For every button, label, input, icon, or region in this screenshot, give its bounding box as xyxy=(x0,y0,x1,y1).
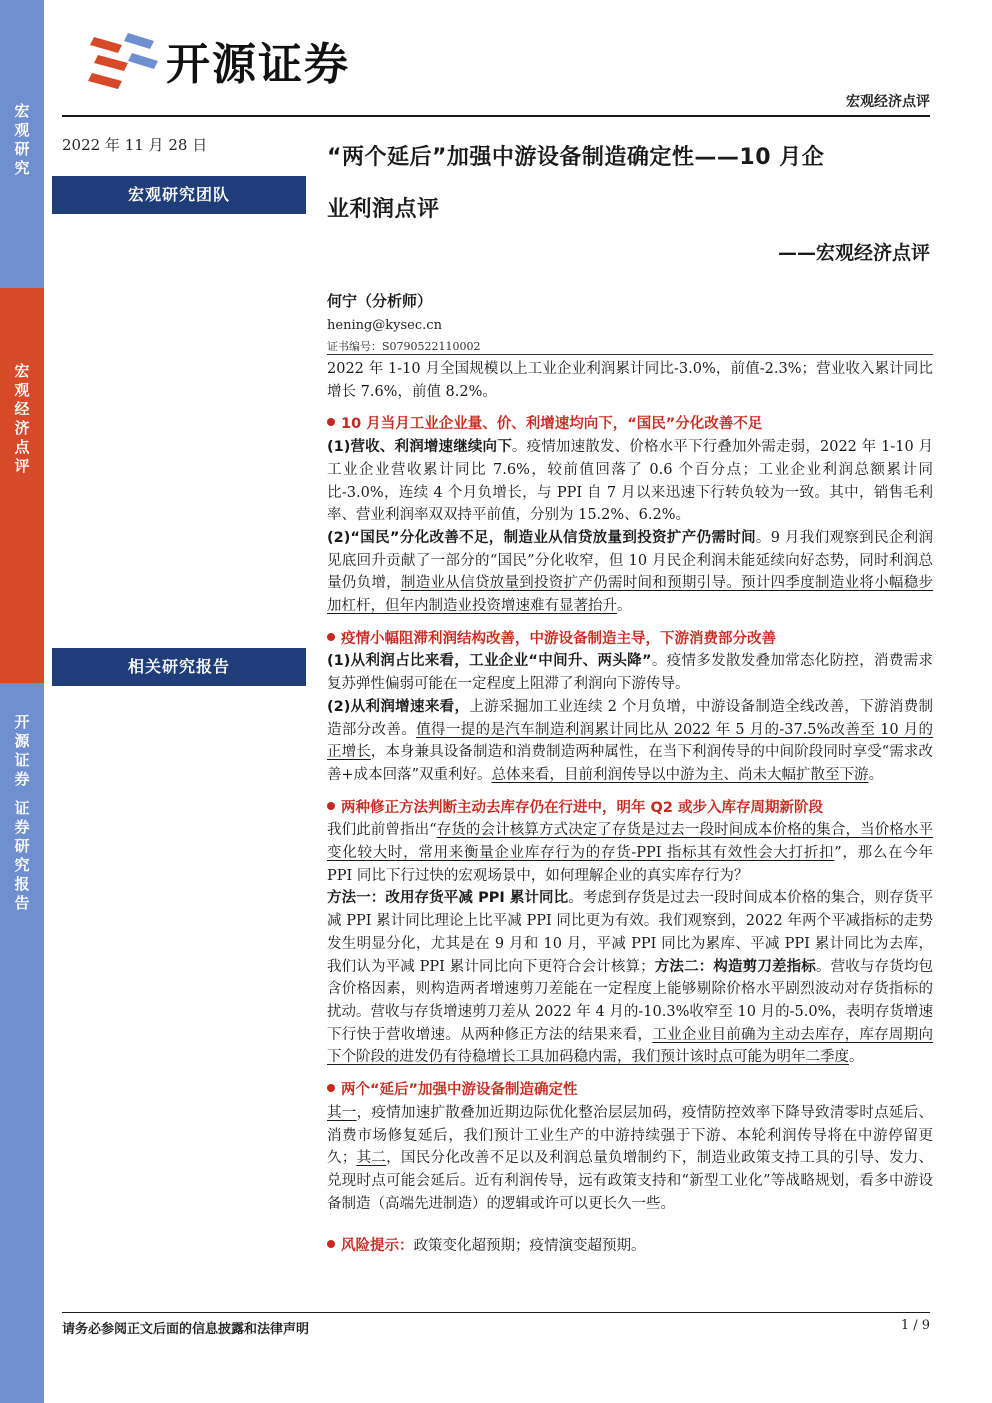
paragraph-text: 。疫情多发散发叠加常态化防控，消费需求复苏弹性偏弱可能在一定程度上阻滞了利润向下游传导。 xyxy=(327,653,933,693)
sidebar-char: 券 xyxy=(14,770,30,788)
sidebar-char: 究 xyxy=(14,856,30,874)
sidebar-char: 点 xyxy=(14,438,30,456)
underlined-text: 总体来看，目前利润传导以中游为主、尚未大幅扩散至下游 xyxy=(491,766,869,783)
section-heading-3 xyxy=(327,797,933,820)
sidebar-spacer xyxy=(0,789,44,799)
underlined-text: 其一 xyxy=(327,1104,357,1121)
intro-paragraph: 2022 年 1-10 月全国规模以上工业企业利润累计同比-3.0%，前值-2.3%；营业收入累计同比增长 7.6%，前值 8.2%。 xyxy=(327,361,933,400)
section-heading-2 xyxy=(327,628,933,651)
sidebar-char: 源 xyxy=(14,732,30,750)
spacer xyxy=(327,618,933,628)
risk-warning xyxy=(327,1235,933,1258)
section-heading-text: 两种修正方法判断主动去库存仍在行进中，明年 Q2 或步入库存周期新阶段 xyxy=(341,799,824,816)
sidebar-char: 观 xyxy=(14,381,30,399)
underlined-text: 值得一提的是汽车制造利润累计同比从 2022 年 5 月的-37.5%改善至 10 月的正增长 xyxy=(327,721,933,761)
analyst-divider xyxy=(327,354,933,355)
bullet-dot-icon xyxy=(327,418,335,426)
sidebar-char: 证 xyxy=(14,751,30,769)
report-title-line1: “两个延后”加强中游设备制造确定性——10 月企 xyxy=(327,145,825,170)
section2-paragraph2 xyxy=(327,696,933,787)
research-team-label: 宏观研究团队 xyxy=(52,176,306,214)
section-heading-text: 10 月当月工业企业量、价、利增速均向下，“国民”分化改善不足 xyxy=(341,416,763,433)
paragraph-text: ”，那么在今年 PPI 同比下行过快的宏观场景中，如何理解企业的真实库存行为？ xyxy=(327,845,933,884)
sidebar-char: 证 xyxy=(14,799,30,817)
section-heading-text: 疫情小幅阻滞利润结构改善，中游设备制造主导，下游消费部分改善 xyxy=(341,630,776,647)
bullet-dot-icon xyxy=(327,802,335,810)
company-logo xyxy=(88,30,350,90)
paragraph-text: ，国民分化改善不足以及利润总量负增制约下，制造业政策支持工具的引导、发力、兑现时点可能会延后。近有利润传导，远有政策支持和“新型工业化”等战略规划，看多中游设备制造（高端先进制造）的逻辑或许可以更长久一些。 xyxy=(327,1150,934,1212)
paragraph-text: ，本身兼具设备制造和消费制造两种属性，在当下利润传导的中间阶段同时享受“需求改善+成本回落”双重利好。 xyxy=(327,744,934,783)
report-date: 2022 年 11 月 28 日 xyxy=(62,136,208,154)
related-reports-label: 相关研究报告 xyxy=(52,648,306,686)
paragraph-text: 。疫情加速散发、价格水平下行叠加外需走弱，2022 年 1-10 月工业企业营收累计同比 7.6%，较前值回落了 0.6 个百分点；工业企业利润总额累计同比-3.0%，连续 4 个月负增长，与 PPI 自 7 月以来迅速下行转负较为一致。其中，销售毛利率、营业利润率双双持平前值，分别为 15.2%、6.2%。 xyxy=(327,439,933,524)
report-title xyxy=(327,132,933,236)
paragraph-text: 我们此前曾指出“ xyxy=(327,822,437,839)
risk-text: 政策变化超预期；疫情演变超预期。 xyxy=(413,1238,646,1255)
spacer xyxy=(327,1069,933,1079)
paragraph-text: 。 xyxy=(617,598,632,615)
underlined-text: 制造业从信贷放量到投资扩产仍需时间和预期引导。预计四季度制造业将小幅稳步加杠杆，但年内制造业投资增速难有显著抬升 xyxy=(327,575,933,615)
report-body xyxy=(327,358,933,1258)
footer-disclaimer: 请务必参阅正文后面的信息披露和法律声明 xyxy=(62,1322,310,1337)
paragraph-text: 。 xyxy=(849,1049,864,1066)
spacer xyxy=(327,403,933,413)
section-heading-text: 两个“延后”加强中游设备制造确定性 xyxy=(341,1082,578,1099)
page-number: 1 / 9 xyxy=(900,1318,930,1333)
underlined-text: 其二 xyxy=(356,1150,387,1167)
spacer xyxy=(327,1225,933,1235)
section1-paragraph1 xyxy=(327,436,933,527)
footer-divider xyxy=(62,1312,930,1313)
bullet-dot-icon xyxy=(327,633,335,641)
sidebar-section-macro-commentary xyxy=(0,288,44,683)
sidebar-char: 经 xyxy=(14,400,30,418)
analyst-cert: 证书编号：S0790522110002 xyxy=(327,340,481,353)
underlined-text: 工业企业目前确为主动去库存，库存周期向下个阶段的进发仍有待稳增长工具加码稳内需，我们预计该时点可能为明年二季度 xyxy=(327,1026,934,1066)
bold-lead: (1)从利润占比来看，工业企业“中间升、两头降” xyxy=(327,653,652,670)
report-subtitle: ——宏观经济点评 xyxy=(777,242,930,264)
analyst-email[interactable]: hening@kysec.cn xyxy=(327,318,442,333)
paragraph-text: 。9 月我们观察到民企利润见底回升贡献了一部分的“国民”分化收窄，但 10 月民企利润未能延续向好态势，同时利润总量仍负增， xyxy=(327,529,933,592)
section3-paragraph1 xyxy=(327,819,933,887)
sidebar-char: 究 xyxy=(14,159,30,177)
spacer xyxy=(327,1215,933,1225)
section4-paragraph1 xyxy=(327,1102,933,1216)
paragraph-text: 。考虑到存货是过去一段时间成本价格的集合，则存货平减 PPI 累计同比理论上比平减 PPI 同比更为有效。我们观察到，2022 年两个平减指标的走势发生明显分化，尤其是在 9 月和 10 月，平减 PPI 同比为累库、平减 PPI 累计同比为去库，我们认为平减 PPI 累计同比向下更符合会计核算； xyxy=(327,890,933,975)
section2-paragraph1 xyxy=(327,650,933,695)
underlined-text: 存货的会计核算方式决定了存货是过去一段时间成本价格的集合，当价格水平变化较大时，常用来衡量企业库存行为的存货-PPI 指标其有效性会大打折扣 xyxy=(327,822,933,862)
section-heading-1 xyxy=(327,413,933,436)
spacer xyxy=(327,787,933,797)
sidebar-char: 告 xyxy=(14,894,30,912)
sidebar-char: 开 xyxy=(14,713,30,731)
sidebar-char: 济 xyxy=(14,419,30,437)
logo-text: 开源证券 xyxy=(166,39,350,90)
sidebar-char: 宏 xyxy=(14,102,30,120)
sidebar-char: 宏 xyxy=(14,362,30,380)
paragraph-text: 。 xyxy=(868,766,884,783)
bold-lead: (1)营收、利润增速继续向下 xyxy=(327,439,512,456)
report-category: 宏观经济点评 xyxy=(846,94,930,110)
bold-lead: 方法二：构造剪刀差指标 xyxy=(654,958,816,975)
logo-mark-icon xyxy=(88,31,158,89)
risk-label: 风险提示： xyxy=(341,1238,414,1255)
report-title-line2: 业利润点评 xyxy=(327,197,440,222)
bold-lead: (2)“国民”分化改善不足，制造业从信贷放量到投资扩产仍需时间 xyxy=(327,529,756,546)
sidebar-char: 研 xyxy=(14,140,30,158)
section-heading-4 xyxy=(327,1079,933,1102)
section3-paragraph2 xyxy=(327,887,933,1069)
paragraph-text: 。营收与存货均包含价格因素，则构造两者增速剪刀差能在一定程度上能够剔除价格水平剧烈波动对存货指标的扰动。营收与存货增速剪刀差从 2022 年 4 月的-10.3%收窄至 10 月的-5.0%，表明存货增速下行快于营收增速。从两种修正方法的结果来看， xyxy=(327,958,933,1043)
paragraph-text: ，疫情加速扩散叠加近期边际优化整治层层加码，疫情防控效率下降导致清零时点延后、消费市场修复延后，我们预计工业生产的中游持续强于下游、本轮利润传导将在中游停留更久； xyxy=(327,1104,933,1167)
sidebar-char: 研 xyxy=(14,837,30,855)
sidebar-char: 报 xyxy=(14,875,30,893)
bold-lead: 方法一：改用存货平减 PPI 累计同比 xyxy=(327,890,569,907)
sidebar-char: 观 xyxy=(14,121,30,139)
section1-paragraph2 xyxy=(327,527,933,618)
sidebar-section-macro-research xyxy=(0,0,44,288)
header-divider xyxy=(62,115,930,117)
sidebar-char: 券 xyxy=(14,818,30,836)
sidebar-char: 评 xyxy=(14,457,30,475)
bullet-dot-icon xyxy=(327,1240,335,1248)
analyst-name: 何宁（分析师） xyxy=(327,292,433,310)
paragraph-text: 上游采掘加工业连续 2 个月负增，中游设备制造全线改善，下游消费制造部分改善。 xyxy=(327,698,934,738)
sidebar-section-brand xyxy=(0,683,44,1403)
bullet-dot-icon xyxy=(327,1084,335,1092)
bold-lead: (2)从利润增速来看， xyxy=(327,698,470,715)
